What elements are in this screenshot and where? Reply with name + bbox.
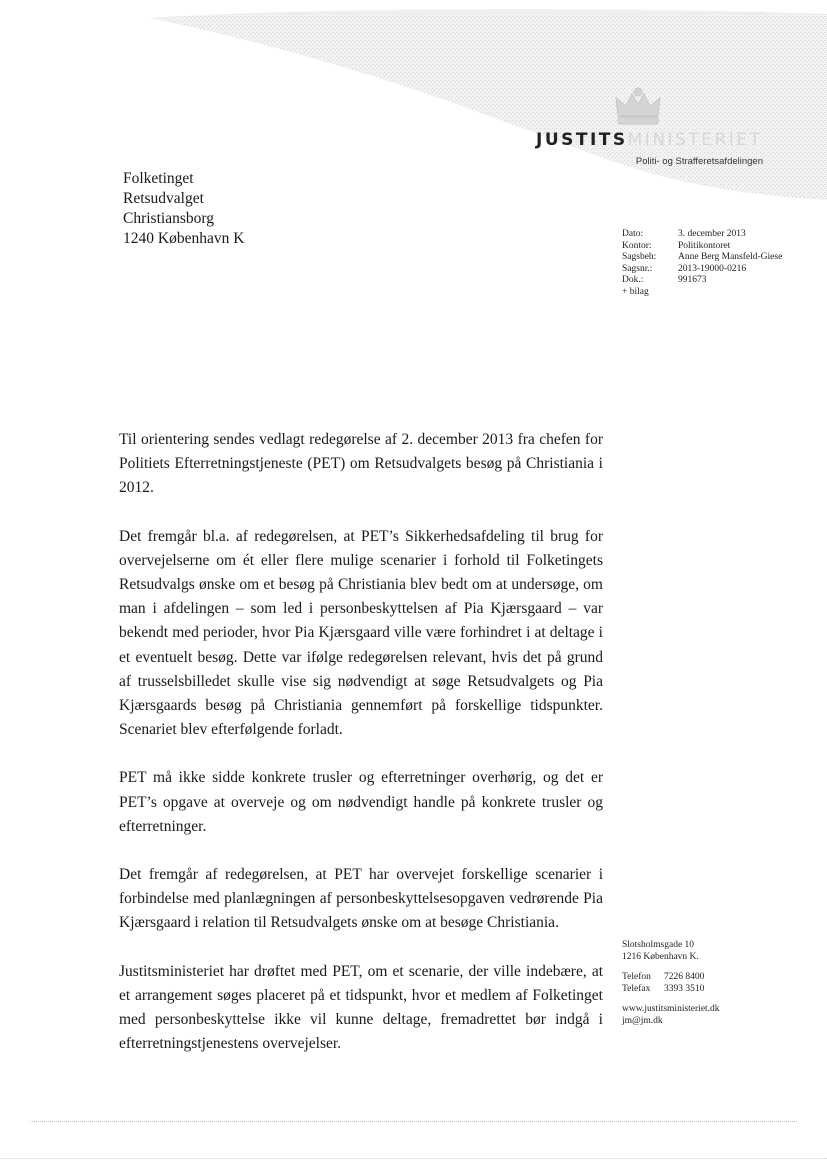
recipient-address xyxy=(123,169,244,249)
meta-office: Politikontoret xyxy=(678,240,731,251)
body-paragraph: Det fremgår bl.a. af redegørelsen, at PET’s Sikkerhedsafdeling til brug for overvejelserne om ét eller flere mulige scenarier i forhold til Folketingets Retsudvalgs ønske om et besøg på Christiania blev bedt om at undersøge, om man i afdelingen – som led i personbeskyttelsen af Pia Kjærsgaard – var bekendt med perioder, hvor Pia Kjærsgaard ville være forhindret i at deltage i et eventuelt besøg. Dette var ifølge redegørelsen relevant, hvis det på grund af trusselsbilledet skulle vise sig nødvendigt at søge Retsudvalgets og Pia Kjærsgaards besøg på Christiania gennemført på forskellige tidspunkter. Scenariet blev efterfølgende forladt. xyxy=(119,527,603,739)
meta-document-number: 991673 xyxy=(678,275,707,285)
crown-icon xyxy=(612,86,664,128)
meta-label: Dok.: xyxy=(622,275,644,285)
letter-metadata xyxy=(622,229,788,298)
department-name: Politi- og Strafferetsafdelingen xyxy=(635,156,763,167)
ministry-logo xyxy=(536,130,762,150)
body-paragraph: Justitsministeriet har drøftet med PET, om et scenarie, der ville indebære, at et arrangement søges placeret på et tidspunkt, hvor et medlem af Folketinget med personbeskyttelse ikke vil kunne deltage, fremadrettet bør indgå i efterretningstjenestens overvejelser. xyxy=(119,962,603,1053)
meta-label: Sagsbeh: xyxy=(622,252,657,262)
meta-label: Kontor: xyxy=(622,240,652,251)
recipient-line: Folketinget xyxy=(123,170,194,187)
body-paragraph: Det fremgår af redegørelsen, at PET har overvejet forskellige scenarier i forbindelse med planlægningen af personbeskyttelsesopgaven vedrørende Pia Kjærsgaard i relation til Retsudvalgets ønske om at besøge Christiania. xyxy=(119,866,603,932)
meta-label: Dato: xyxy=(622,229,644,239)
meta-case-officer: Anne Berg Mansfeld-Giese xyxy=(678,252,783,262)
phone-number: 7226 8400 xyxy=(664,972,705,982)
scan-divider xyxy=(0,1158,827,1159)
fax-number: 3393 3510 xyxy=(664,983,705,994)
address-street: Slotsholmsgade 10 xyxy=(622,940,695,950)
letter-body xyxy=(119,428,603,1074)
email-link[interactable]: jm@jm.dk xyxy=(622,1015,663,1026)
body-paragraph: PET må ikke sidde konkrete trusler og efterretninger overhørig, og det er PET’s opgave at overveje og om nødvendigt handle på konkrete trusler og efterretninger. xyxy=(119,769,603,835)
logo-bold-text: JUSTITS xyxy=(536,130,628,150)
phone-label: Telefon xyxy=(622,972,651,982)
recipient-line: 1240 København K xyxy=(123,230,245,247)
logo-light-text: MINISTERIET xyxy=(627,130,763,150)
recipient-line: Christiansborg xyxy=(123,210,214,227)
recipient-line: Retsudvalget xyxy=(123,190,204,207)
fax-label: Telefax xyxy=(622,983,651,994)
meta-case-number: 2013-19000-0216 xyxy=(678,263,747,274)
meta-date: 3. december 2013 xyxy=(678,229,746,239)
scan-divider xyxy=(30,1121,797,1122)
meta-label: Sagsnr.: xyxy=(622,263,653,274)
address-city: 1216 København K. xyxy=(622,951,699,962)
ministry-contact xyxy=(622,940,720,1027)
body-paragraph: Til orientering sendes vedlagt redegørelse af 2. december 2013 fra chefen for Politiets Efterretningstjeneste (PET) om Retsudvalgets besøg på Christiania i 2012. xyxy=(119,431,603,497)
website-link[interactable]: www.justitsministeriet.dk xyxy=(622,1004,720,1014)
meta-attachment: + bilag xyxy=(622,286,649,297)
